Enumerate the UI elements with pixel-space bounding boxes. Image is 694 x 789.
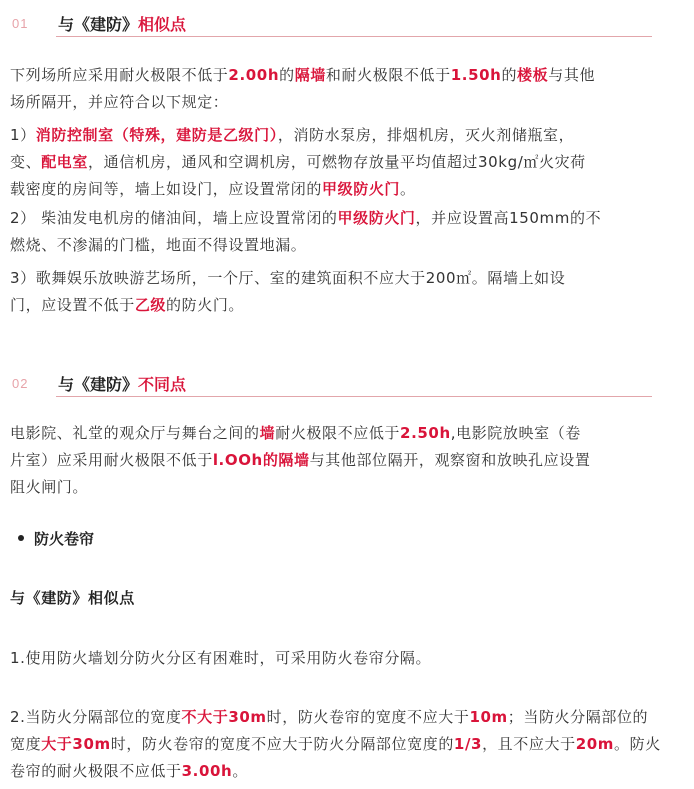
text: 卷帘的耐火极限不应低于 [10,762,182,780]
text: ,电影院放映室（卷 [450,424,581,442]
bullet-label: 防火卷帘 [34,530,95,548]
section-header-02 [0,370,660,396]
text: 的 [279,66,295,84]
item1-line-1 [10,122,682,149]
text: 1） [10,126,36,144]
highlight: 2.50h [400,424,451,442]
rule2-line-1 [10,704,682,731]
rule-2 [10,704,682,785]
text: 。 [400,180,416,198]
text: 的 [501,66,518,84]
highlight: 隔墙 [294,66,326,84]
bullet-item [18,528,94,550]
highlight: 10m [469,708,508,726]
text: 。 [232,762,248,780]
intro-line-1 [10,62,682,89]
highlight: 甲级防火门 [322,180,401,198]
text: 下列场所应采用耐火极限不低于 [10,66,229,84]
cinema-line-2 [10,447,682,474]
text: 时，防火卷帘的宽度不应大于 [266,708,470,726]
sub-title: 与《建防》相似点 [10,589,135,607]
section-title-highlight: 不同点 [138,375,187,394]
cinema-line-1 [10,420,682,447]
rule-item-3 [10,265,682,319]
item1-line-3 [10,176,682,203]
text: 与其他 [548,66,596,84]
highlight: 20m [575,735,614,753]
item2-line-2: 燃烧、不渗漏的门槛，地面不得设置地漏。 [10,236,307,254]
highlight: 墙 [259,424,276,442]
text: 与其他部位隔开，观察窗和放映孔应设置 [309,451,591,469]
highlight: 不大于30m [181,708,267,726]
text: ，并应设置高150mm的不 [415,209,602,227]
highlight: 乙级 [134,296,167,314]
section-title [58,372,186,395]
item3-line-1: 3）歌舞娱乐放映游艺场所，一个厅、室的建筑面积不应大于200㎡。隔墙上如设 [10,269,566,287]
text: ，且不应大于 [482,735,576,753]
highlight: 大于30m [41,735,111,753]
bullet-dot-icon [18,535,24,541]
highlight: 1.50h [450,66,502,84]
highlight: 1/3 [453,735,483,753]
text: ，通信机房，通风和空调机房，可燃物存放量平均值超过30kg/㎡火灾荷 [88,153,586,171]
text: 片室）应采用耐火极限不低于 [10,451,213,469]
text: 2） 柴油发电机房的储油间，墙上应设置常闭的 [10,209,338,227]
text: 时，防火卷帘的宽度不应大于防火分隔部位宽度的 [110,735,454,753]
item3-line-2 [10,292,682,319]
highlight: 配电室 [41,153,89,171]
intro-paragraph [10,62,682,116]
section-number: 01 [12,16,29,31]
cinema-line-3: 阻火闸门。 [10,478,89,496]
section-header-01 [0,10,660,36]
text: 变、 [10,153,42,171]
text: 宽度 [10,735,42,753]
rule-item-1 [10,122,682,203]
highlight: 消防控制室（特殊，建防是乙级门） [35,126,278,144]
section-title [58,12,186,35]
text: ，消防水泵房，排烟机房，灭火剂储瓶室， [277,126,575,144]
highlight: 3.00h [181,762,233,780]
section-number: 02 [12,376,29,391]
section-divider [56,396,652,397]
cinema-paragraph [10,420,682,501]
text: 耐火极限不应低于 [275,424,401,442]
section-divider [56,36,652,37]
intro-line-2: 场所隔开，并应符合以下规定： [10,93,229,111]
highlight: 楼板 [517,66,549,84]
section-title-main: 与《建防》 [58,15,139,34]
rule2-line-3 [10,758,682,785]
text: 门，应设置不低于 [10,296,135,314]
item2-line-1 [10,205,682,232]
rule-1: 1.使用防火墙划分防火分区有困难时，可采用防火卷帘分隔。 [10,649,432,667]
item1-line-2 [10,149,682,176]
highlight: l.OOh的隔墙 [212,451,310,469]
text: 和耐火极限不低于 [325,66,451,84]
highlight: 甲级防火门 [337,209,416,227]
text: 电影院、礼堂的观众厅与舞台之间的 [10,424,260,442]
text: ；当防火分隔部位的 [507,708,649,726]
highlight: 2.00h [228,66,280,84]
text: 2.当防火分隔部位的宽度 [10,708,182,726]
section-title-main: 与《建防》 [58,375,139,394]
rule2-line-2 [10,731,682,758]
section-title-highlight: 相似点 [138,15,187,34]
text: 的防火门。 [166,296,245,314]
text: 载密度的房间等，墙上如设门，应设置常闭的 [10,180,323,198]
rule-item-2 [10,205,682,259]
text: 。防火 [614,735,661,753]
